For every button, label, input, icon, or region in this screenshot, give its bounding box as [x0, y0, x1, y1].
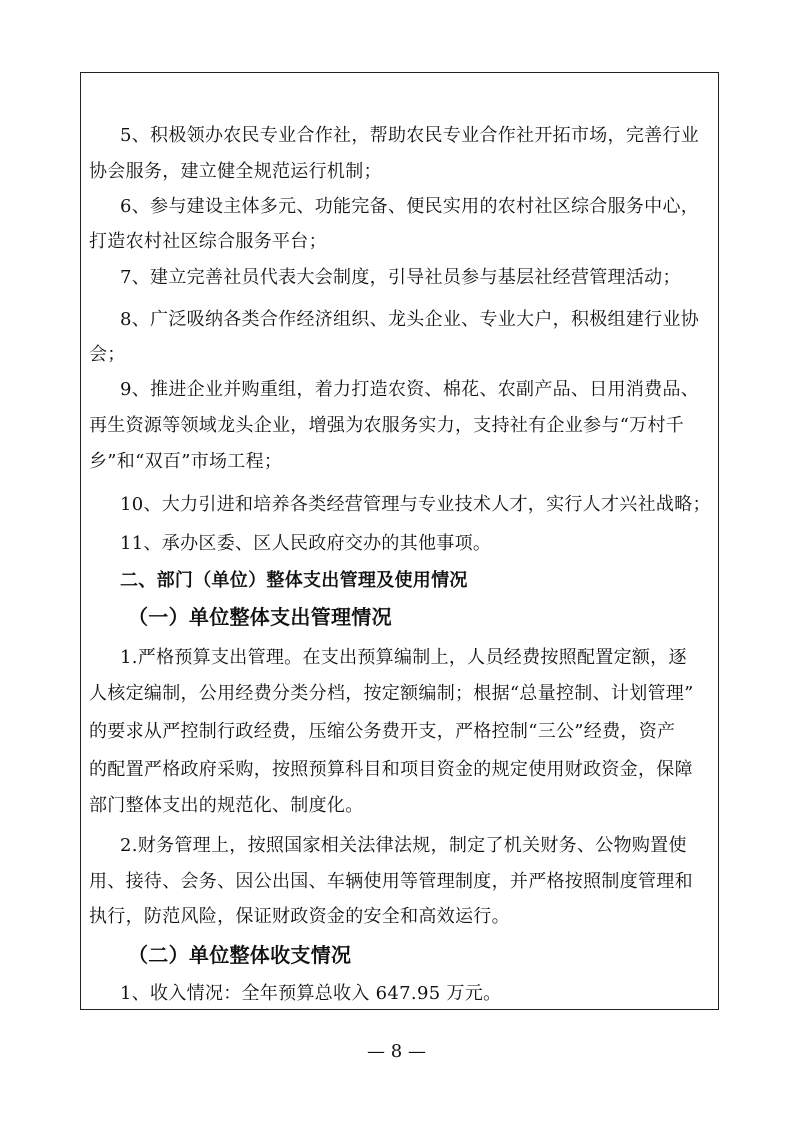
paragraph-line: 1、收入情况：全年预算总收入 647.95 万元。 [120, 983, 502, 1004]
paragraph-line: 7、建立完善社员代表大会制度，引导社员参与基层社经营管理活动； [120, 267, 681, 288]
paragraph-line: 8、广泛吸纳各类合作经济组织、龙头企业、专业大户，积极组建行业协 [120, 309, 700, 330]
page-number: — 8 — [367, 1041, 426, 1062]
paragraph-line: 9、推进企业并购重组，着力打造农资、棉花、农副产品、日用消费品、 [120, 379, 700, 400]
paragraph-line: 乡”和“双百”市场工程； [89, 451, 283, 472]
subsection-heading: （二）单位整体收支情况 [128, 943, 352, 967]
paragraph-line: 6、参与建设主体多元、功能完备、便民实用的农村社区综合服务中心， [120, 196, 700, 217]
paragraph-line: 11、承办区委、区人民政府交办的其他事项。 [120, 533, 492, 554]
paragraph-line: 的要求从严控制行政经费，压缩公务费开支，严格控制“三公”经费，资产 [89, 721, 676, 742]
paragraph-line: 协会服务，建立健全规范运行机制； [89, 161, 382, 182]
paragraph-line: 2.财务管理上，按照国家相关法律法规，制定了机关财务、公物购置使 [120, 835, 687, 856]
paragraph-line: 10、大力引进和培养各类经营管理与专业技术人才，实行人才兴社战略； [120, 494, 711, 515]
paragraph-line: 5、积极领办农民专业合作社，帮助农民专业合作社开拓市场，完善行业 [120, 125, 700, 146]
paragraph-line: 打造农村社区综合服务平台； [89, 231, 327, 252]
paragraph-line: 会； [89, 344, 126, 365]
paragraph-line: 1.严格预算支出管理。在支出预算编制上，人员经费按照配置定额，逐 [120, 647, 687, 668]
paragraph-line: 人核定编制，公用经费分类分档，按定额编制；根据“总量控制、计划管理” [89, 683, 694, 704]
paragraph-line: 的配置严格政府采购，按照预算科目和项目资金的规定使用财政资金，保障 [89, 759, 693, 780]
paragraph-line: 用、接待、会务、因公出国、车辆使用等管理制度，并严格按照制度管理和 [89, 871, 693, 892]
paragraph-line: 再生资源等领域龙头企业，增强为农服务实力，支持社有企业参与“万村千 [89, 415, 685, 436]
paragraph-line: 部门整体支出的规范化、制度化。 [89, 795, 364, 816]
section-heading: 二、部门（单位）整体支出管理及使用情况 [120, 570, 468, 591]
subsection-heading: （一）单位整体支出管理情况 [128, 605, 392, 629]
paragraph-line: 执行，防范风险，保证财政资金的安全和高效运行。 [89, 906, 510, 927]
